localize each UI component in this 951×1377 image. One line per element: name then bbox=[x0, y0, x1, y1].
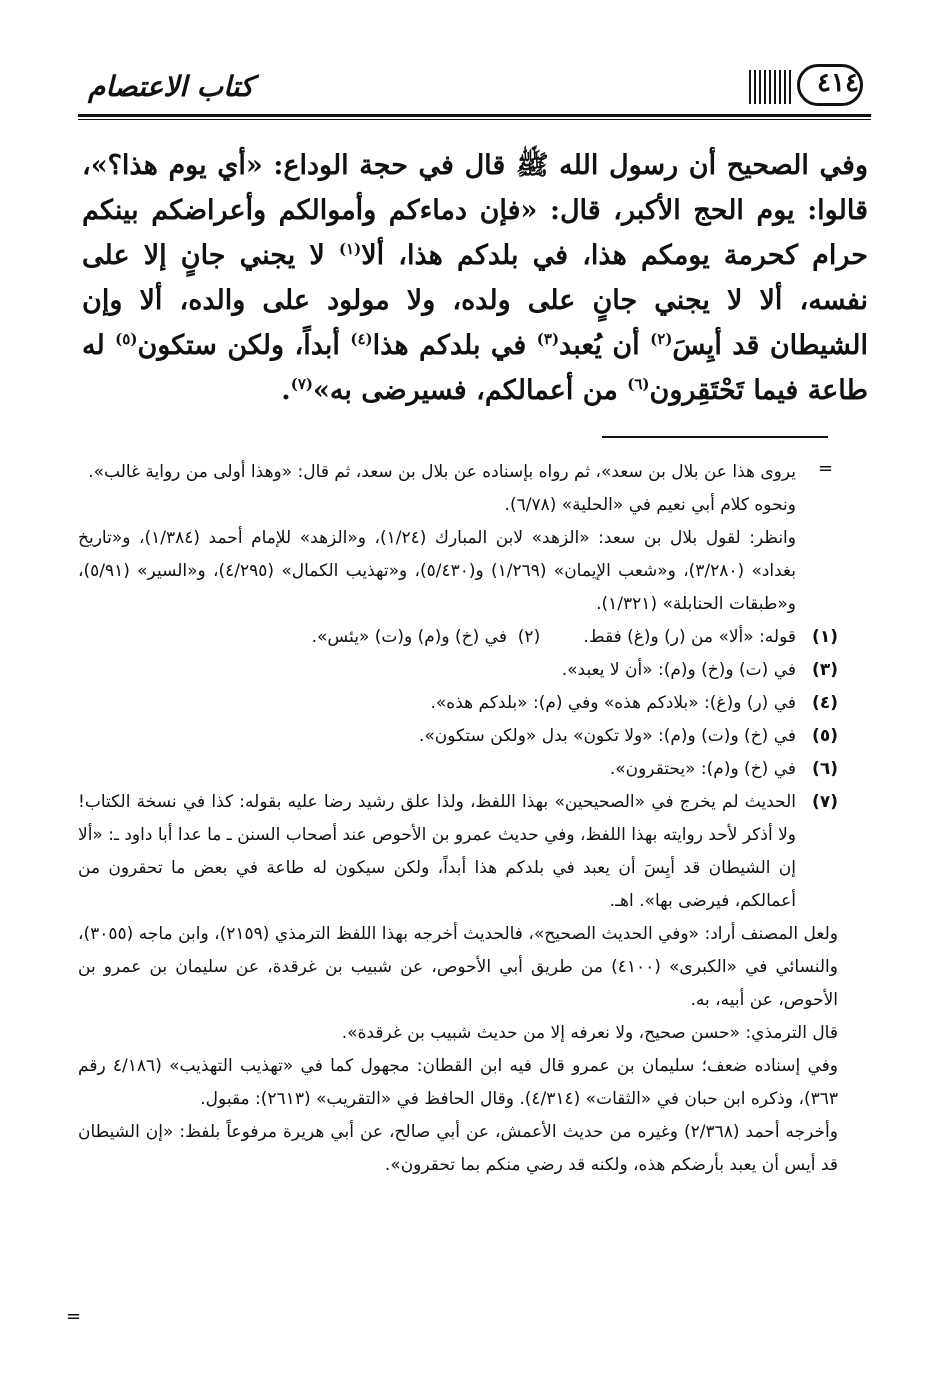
footnote-number: (١) bbox=[812, 627, 838, 647]
continuation-mark: = bbox=[818, 458, 834, 479]
footnote-tail: وأخرجه أحمد (٢/٣٦٨) وغيره من حديث الأعمش، عن أبي صالح، عن أبي هريرة مرفوعاً بلفظ: «إن الشيطان قد أيس أن يعبد بأرضكم هذه، ولكنه قد رضي منكم بما تحقرون». bbox=[78, 1122, 838, 1175]
footnote-continuation: وانظر: لقول بلال بن سعد: «الزهد» لابن المبارك (١/٢٤)، و«الزهد» للإمام أحمد (١/٣٨٤)، و«تاريخ بغداد» (٣/٢٨٠)، و«شعب الإيمان» (١/٢٦٩) و(٥/٤٣٠)، و«تهذيب الكمال» (٤/٢٩٥)، و«السير» (٥/٩١)، و«طبقات الحنابلة» (١/٣٢١). bbox=[78, 528, 796, 614]
footnote-text: في (ر) و(غ): «بلادكم هذه» وفي (م): «بلدكم هذه». bbox=[430, 693, 796, 713]
page-number: ٤١٤ bbox=[817, 68, 859, 98]
header-rule-thin bbox=[78, 119, 871, 120]
footnote-number: (٥) bbox=[812, 726, 838, 746]
continuation-mark-end: = bbox=[66, 1306, 82, 1327]
main-text-part: . bbox=[281, 375, 291, 406]
footnote-text: الحديث لم يخرج في «الصحيحين» بهذا اللفظ، ولذا علق رشيد رضا عليه بقوله: كذا في نسخة الكتاب! ولا أذكر لأحد روايته بهذا اللفظ، وفي حديث عمرو بن الأحوص عند أصحاب السنن ـ ما عدا أبا داود ـ: «ألا إن الشيطان قد أيِسَ أن يعبد في بلدكم هذا أبداً، ولكن سيكون له طاعة في بعض ما تحقرون من أعمالكم، فيرضى بها». اهـ. bbox=[78, 792, 796, 911]
footnote-marker: (٣) bbox=[536, 330, 560, 348]
footnote-text: في (خ) و(ت) و(م): «ولا تكون» بدل «ولكن ستكون». bbox=[418, 726, 796, 746]
footnote-tail: ولعل المصنف أراد: «وفي الحديث الصحيح»، فالحديث أخرجه بهذا اللفظ الترمذي (٢١٥٩)، وابن ماجه (٣٠٥٥)، والنسائي في «الكبرى» (٤١٠٠) من طريق أبي الأحوص، عن شبيب بن غرقدة، عن سليمان بن عمرو بن الأحوص، عن أبيه، به. bbox=[78, 924, 838, 1010]
header-rule bbox=[78, 114, 871, 117]
main-text-part: لا يجني جانٍ إلا على نفسه، ألا لا يجني جانٍ على ولده، ولا مولود على والده، ألا وإن الشيطان قد أيِسَ bbox=[82, 240, 868, 361]
main-text-part: أبداً، ولكن ستكون bbox=[137, 330, 351, 361]
footnote-marker: (٢) bbox=[650, 330, 673, 348]
footnote bbox=[78, 687, 838, 720]
footnote bbox=[78, 654, 838, 687]
footnote bbox=[78, 621, 838, 654]
footnote bbox=[78, 720, 838, 753]
footnote bbox=[78, 753, 838, 786]
footnote-marker: (٤) bbox=[350, 330, 373, 348]
footnote-tail: قال الترمذي: «حسن صحيح، ولا نعرفه إلا من حديث شبيب بن غرقدة». bbox=[341, 1023, 838, 1043]
footnote-number: (٣) bbox=[812, 660, 838, 680]
main-text-part: وفي الصحيح أن رسول الله ﷺ قال في حجة الوداع: «أي يوم هذا؟»، قالوا: يوم الحج الأكبر، قال: «فإن دماءكم وأموالكم وأعراضكم بينكم حرام كحرمة يومكم هذا، في بلدكم هذا، ألا bbox=[82, 150, 868, 271]
page-number-ornament bbox=[671, 64, 871, 108]
footnote-number: (٦) bbox=[812, 759, 838, 779]
main-text-part: أن يُعبد bbox=[559, 330, 651, 361]
footnote-text: في (ت) و(خ) و(م): «أن لا يعبد». bbox=[561, 660, 796, 680]
footnote-marker: (٧) bbox=[290, 375, 313, 393]
footnote-text: في (خ) و(م): «يحتقرون». bbox=[609, 759, 796, 779]
footnotes bbox=[78, 456, 838, 1182]
footnote-number: (٧) bbox=[812, 792, 838, 812]
main-text-part: له طاعة فيما تَحْتَقِرون bbox=[82, 330, 868, 406]
footnote-marker: (١) bbox=[338, 240, 362, 258]
footnote-marker: (٦) bbox=[627, 375, 650, 393]
footnote-separator bbox=[602, 436, 828, 438]
footnote bbox=[78, 786, 838, 918]
ornament-stripes bbox=[749, 70, 791, 104]
footnote-marker: (٥) bbox=[115, 330, 138, 348]
main-text bbox=[82, 143, 868, 413]
page-header bbox=[78, 60, 871, 122]
main-text-part: من أعمالكم، فسيرضى به» bbox=[312, 375, 628, 406]
main-text-part: في بلدكم هذا bbox=[372, 330, 537, 361]
book-title: كتاب الاعتصام bbox=[88, 70, 254, 103]
footnote-tail: وفي إسناده ضعف؛ سليمان بن عمرو قال فيه ابن القطان: مجهول كما في «تهذيب التهذيب» (٤/١٨٦ رقم ٣٦٣)، وذكره ابن حبان في «الثقات» (٤/٣١٤). وقال الحافظ في «التقريب» (٢٦١٣): مقبول. bbox=[78, 1056, 838, 1109]
footnote-continuation: يروى هذا عن بلال بن سعد»، ثم رواه بإسناده عن بلال بن سعد، ثم قال: «وهذا أولى من رواية غالب». bbox=[88, 462, 796, 482]
footnote-number: (٤) bbox=[812, 693, 838, 713]
footnote-continuation: ونحوه كلام أبي نعيم في «الحلية» (٦/٧٨). bbox=[504, 495, 796, 515]
footnote-text: قوله: «ألا» من (ر) و(غ) فقط. (٢) في (خ) و(م) و(ت) «يئس». bbox=[311, 627, 796, 647]
